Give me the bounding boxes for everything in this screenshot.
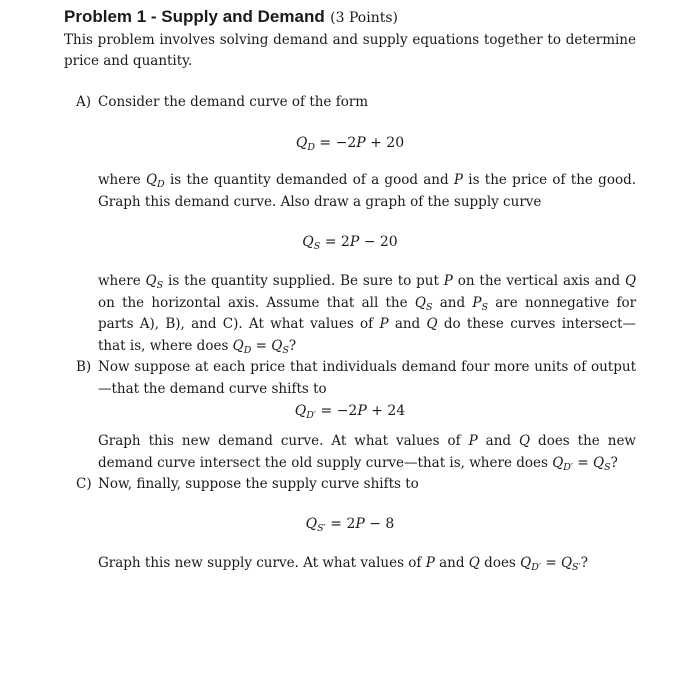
new-supply-equation [0, 514, 700, 534]
part-b-paragraph: Graph this new demand curve. At what values of P and Q does the new demand curve intersect the old supply curve—that is, where does $Q_{D'} = Q_S$? [98, 433, 636, 473]
part-c-intro: Now, finally, suppose the supply curve shifts to [98, 476, 419, 492]
new-demand-equation-text: $Q_{D'} = -2P + 24$ [294, 403, 406, 421]
part-c-label: C) [76, 476, 92, 492]
part-a-paragraph-1: where $Q_D$ is the quantity demanded of a good and P is the price of the good. Graph this demand curve. Also draw a graph of the supply curve [98, 172, 637, 210]
supply-equation-text: $Q_S = 2P - 20$ [302, 234, 398, 252]
problem-points: (3 Points) [330, 10, 398, 26]
demand-equation [0, 133, 700, 153]
part-a-label: A) [76, 94, 92, 110]
problem-title: Problem 1 - Supply and Demand (3 Points) [64, 7, 398, 26]
new-demand-equation [0, 401, 700, 421]
demand-equation-text: $Q_D = -2P + 20$ [295, 135, 405, 153]
part-b-intro: Now suppose at each price that individuals demand four more units of output—that the demand curve shifts to [98, 359, 636, 397]
part-a-intro: Consider the demand curve of the form [98, 94, 369, 110]
new-supply-equation-text: $Q_{S'} = 2P - 8$ [305, 516, 395, 534]
part-b-label: B) [76, 359, 92, 375]
part-c-paragraph: Graph this new supply curve. At what values of P and Q does $Q_{D'} = Q_{S'}$? [98, 555, 588, 573]
problem-intro: This problem involves solving demand and supply equations together to determine price and quantity. [64, 32, 636, 69]
supply-equation [0, 232, 700, 252]
part-a-paragraph-2: where $Q_S$ is the quantity supplied. Be sure to put P on the vertical axis and Q on the horizontal axis. Assume that all the $Q_S$ and $P_S$ are nonnegative for parts A), B), and C). At what values of P and Q do these curves intersect— that is, where does $Q_D = Q_S$? [98, 273, 637, 356]
